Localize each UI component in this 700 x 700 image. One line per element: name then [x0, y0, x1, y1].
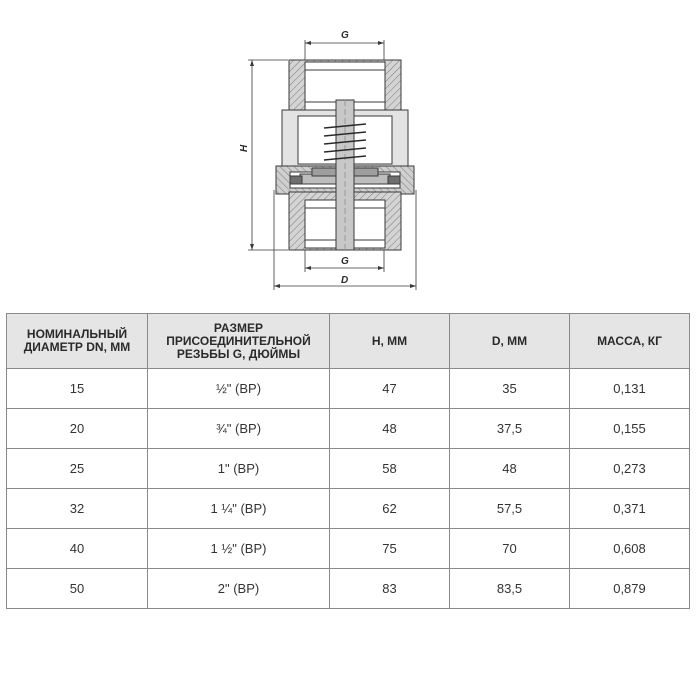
cell-d: 48	[450, 449, 570, 489]
table-row	[7, 529, 690, 569]
cell-d: 70	[450, 529, 570, 569]
cell-h: 83	[330, 569, 450, 609]
header-h: H, ММ	[330, 314, 450, 369]
cell-thread: 2" (ВР)	[148, 569, 330, 609]
cell-h: 75	[330, 529, 450, 569]
cell-thread: 1 ¼" (ВР)	[148, 489, 330, 529]
cell-dn: 40	[7, 529, 148, 569]
cell-mass: 0,273	[570, 449, 690, 489]
header-thread-size: РАЗМЕР ПРИСОЕДИНИТЕЛЬНОЙ РЕЗЬБЫ G, ДЮЙМЫ	[148, 314, 330, 369]
cell-h: 48	[330, 409, 450, 449]
cell-thread: 1 ½" (ВР)	[148, 529, 330, 569]
cell-d: 35	[450, 369, 570, 409]
dimension-label-g-top: G	[341, 30, 349, 41]
cell-h: 58	[330, 449, 450, 489]
cell-mass: 0,608	[570, 529, 690, 569]
dimension-label-d: D	[341, 275, 349, 286]
cell-mass: 0,155	[570, 409, 690, 449]
cell-d: 37,5	[450, 409, 570, 449]
cell-d: 57,5	[450, 489, 570, 529]
table-row	[7, 449, 690, 489]
cell-h: 62	[330, 489, 450, 529]
cell-thread: 1" (ВР)	[148, 449, 330, 489]
valve-section-drawing	[0, 0, 700, 300]
specs-table	[6, 313, 690, 609]
header-d: D, ММ	[450, 314, 570, 369]
cell-dn: 50	[7, 569, 148, 609]
table-row	[7, 569, 690, 609]
table-header-row	[7, 314, 690, 369]
valve-stem	[336, 100, 354, 250]
cell-dn: 15	[7, 369, 148, 409]
dimension-label-g-bottom: G	[341, 256, 349, 267]
cell-d: 83,5	[450, 569, 570, 609]
cell-thread: ½" (ВР)	[148, 369, 330, 409]
header-mass: МАССА, КГ	[570, 314, 690, 369]
header-nominal-diameter: НОМИНАЛЬНЫЙ ДИАМЕТР DN, ММ	[7, 314, 148, 369]
cell-mass: 0,879	[570, 569, 690, 609]
table-row	[7, 369, 690, 409]
table-row	[7, 489, 690, 529]
cell-mass: 0,371	[570, 489, 690, 529]
cell-dn: 32	[7, 489, 148, 529]
cell-dn: 25	[7, 449, 148, 489]
cell-thread: ¾" (ВР)	[148, 409, 330, 449]
dimension-label-h: H	[239, 144, 250, 152]
table-row	[7, 409, 690, 449]
cell-dn: 20	[7, 409, 148, 449]
cell-h: 47	[330, 369, 450, 409]
cell-mass: 0,131	[570, 369, 690, 409]
